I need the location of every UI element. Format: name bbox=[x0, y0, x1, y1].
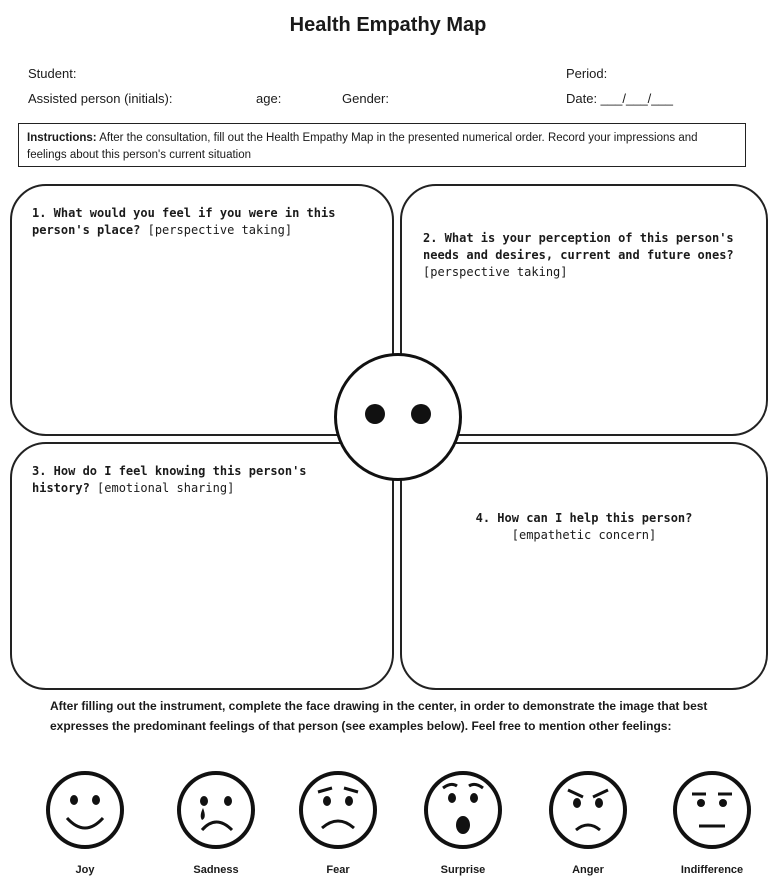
right-eye-icon bbox=[411, 404, 431, 424]
face-example-surprise bbox=[408, 770, 518, 876]
anger-face-icon bbox=[548, 770, 628, 850]
quadrant-2-text bbox=[423, 230, 763, 281]
period-label: Period: bbox=[566, 66, 608, 81]
quadrant-1-question: 1. What would you feel if you were in this person's place? bbox=[32, 206, 336, 237]
date-label: Date: ___/___/___ bbox=[566, 91, 673, 106]
age-label: age: bbox=[256, 91, 282, 106]
face-label-anger: Anger bbox=[572, 864, 604, 876]
quadrant-4-question: 4. How can I help this person? bbox=[475, 511, 693, 525]
sadness-face-icon bbox=[176, 770, 256, 850]
face-example-joy bbox=[30, 770, 140, 876]
quadrant-1-text bbox=[32, 205, 372, 239]
center-face-drawing[interactable] bbox=[334, 353, 462, 481]
footer-instructions: After filling out the instrument, complete the face drawing in the center, in order to demonstrate the image that best expresses the predominant feelings of that person (see examples below). Feel free to mention other feelings: bbox=[50, 699, 708, 733]
face-label-fear: Fear bbox=[326, 864, 350, 876]
assisted-person-label: Assisted person (initials): bbox=[28, 91, 173, 106]
face-label-joy: Joy bbox=[75, 864, 95, 876]
student-label: Student: bbox=[28, 66, 77, 81]
face-example-fear bbox=[283, 770, 393, 876]
page-title: Health Empathy Map bbox=[289, 14, 487, 36]
instructions-box bbox=[18, 123, 746, 167]
quadrant-2-tag: [perspective taking] bbox=[423, 265, 568, 279]
quadrant-3-question: 3. How do I feel knowing this person's history? bbox=[32, 464, 307, 495]
instructions-label: Instructions: bbox=[27, 132, 97, 144]
face-label-surprise: Surprise bbox=[440, 864, 486, 876]
left-eye-icon bbox=[365, 404, 385, 424]
fear-face-icon bbox=[298, 770, 378, 850]
face-label-sadness: Sadness bbox=[193, 864, 239, 876]
face-label-indifference: Indifference bbox=[680, 864, 744, 876]
quadrant-4-box[interactable] bbox=[400, 442, 768, 690]
quadrant-3-text bbox=[32, 463, 352, 497]
quadrant-1-tag: [perspective taking] bbox=[147, 223, 293, 237]
quadrant-4-tag: [empathetic concern] bbox=[511, 528, 657, 542]
indifference-face-icon bbox=[672, 770, 752, 850]
instructions-text: After the consultation, fill out the Health Empathy Map in the presented numerical order. Record your impressions and feelings about this person's current situation bbox=[27, 132, 698, 161]
joy-face-icon bbox=[45, 770, 125, 850]
face-example-indifference bbox=[657, 770, 767, 876]
gender-label: Gender: bbox=[342, 91, 389, 106]
face-example-sadness bbox=[161, 770, 271, 876]
quadrant-3-tag: [emotional sharing] bbox=[97, 481, 235, 495]
quadrant-4-text bbox=[454, 510, 714, 544]
surprise-face-icon bbox=[423, 770, 503, 850]
quadrant-2-question: 2. What is your perception of this person's needs and desires, current and future ones? bbox=[423, 231, 734, 262]
face-example-anger bbox=[533, 770, 643, 876]
